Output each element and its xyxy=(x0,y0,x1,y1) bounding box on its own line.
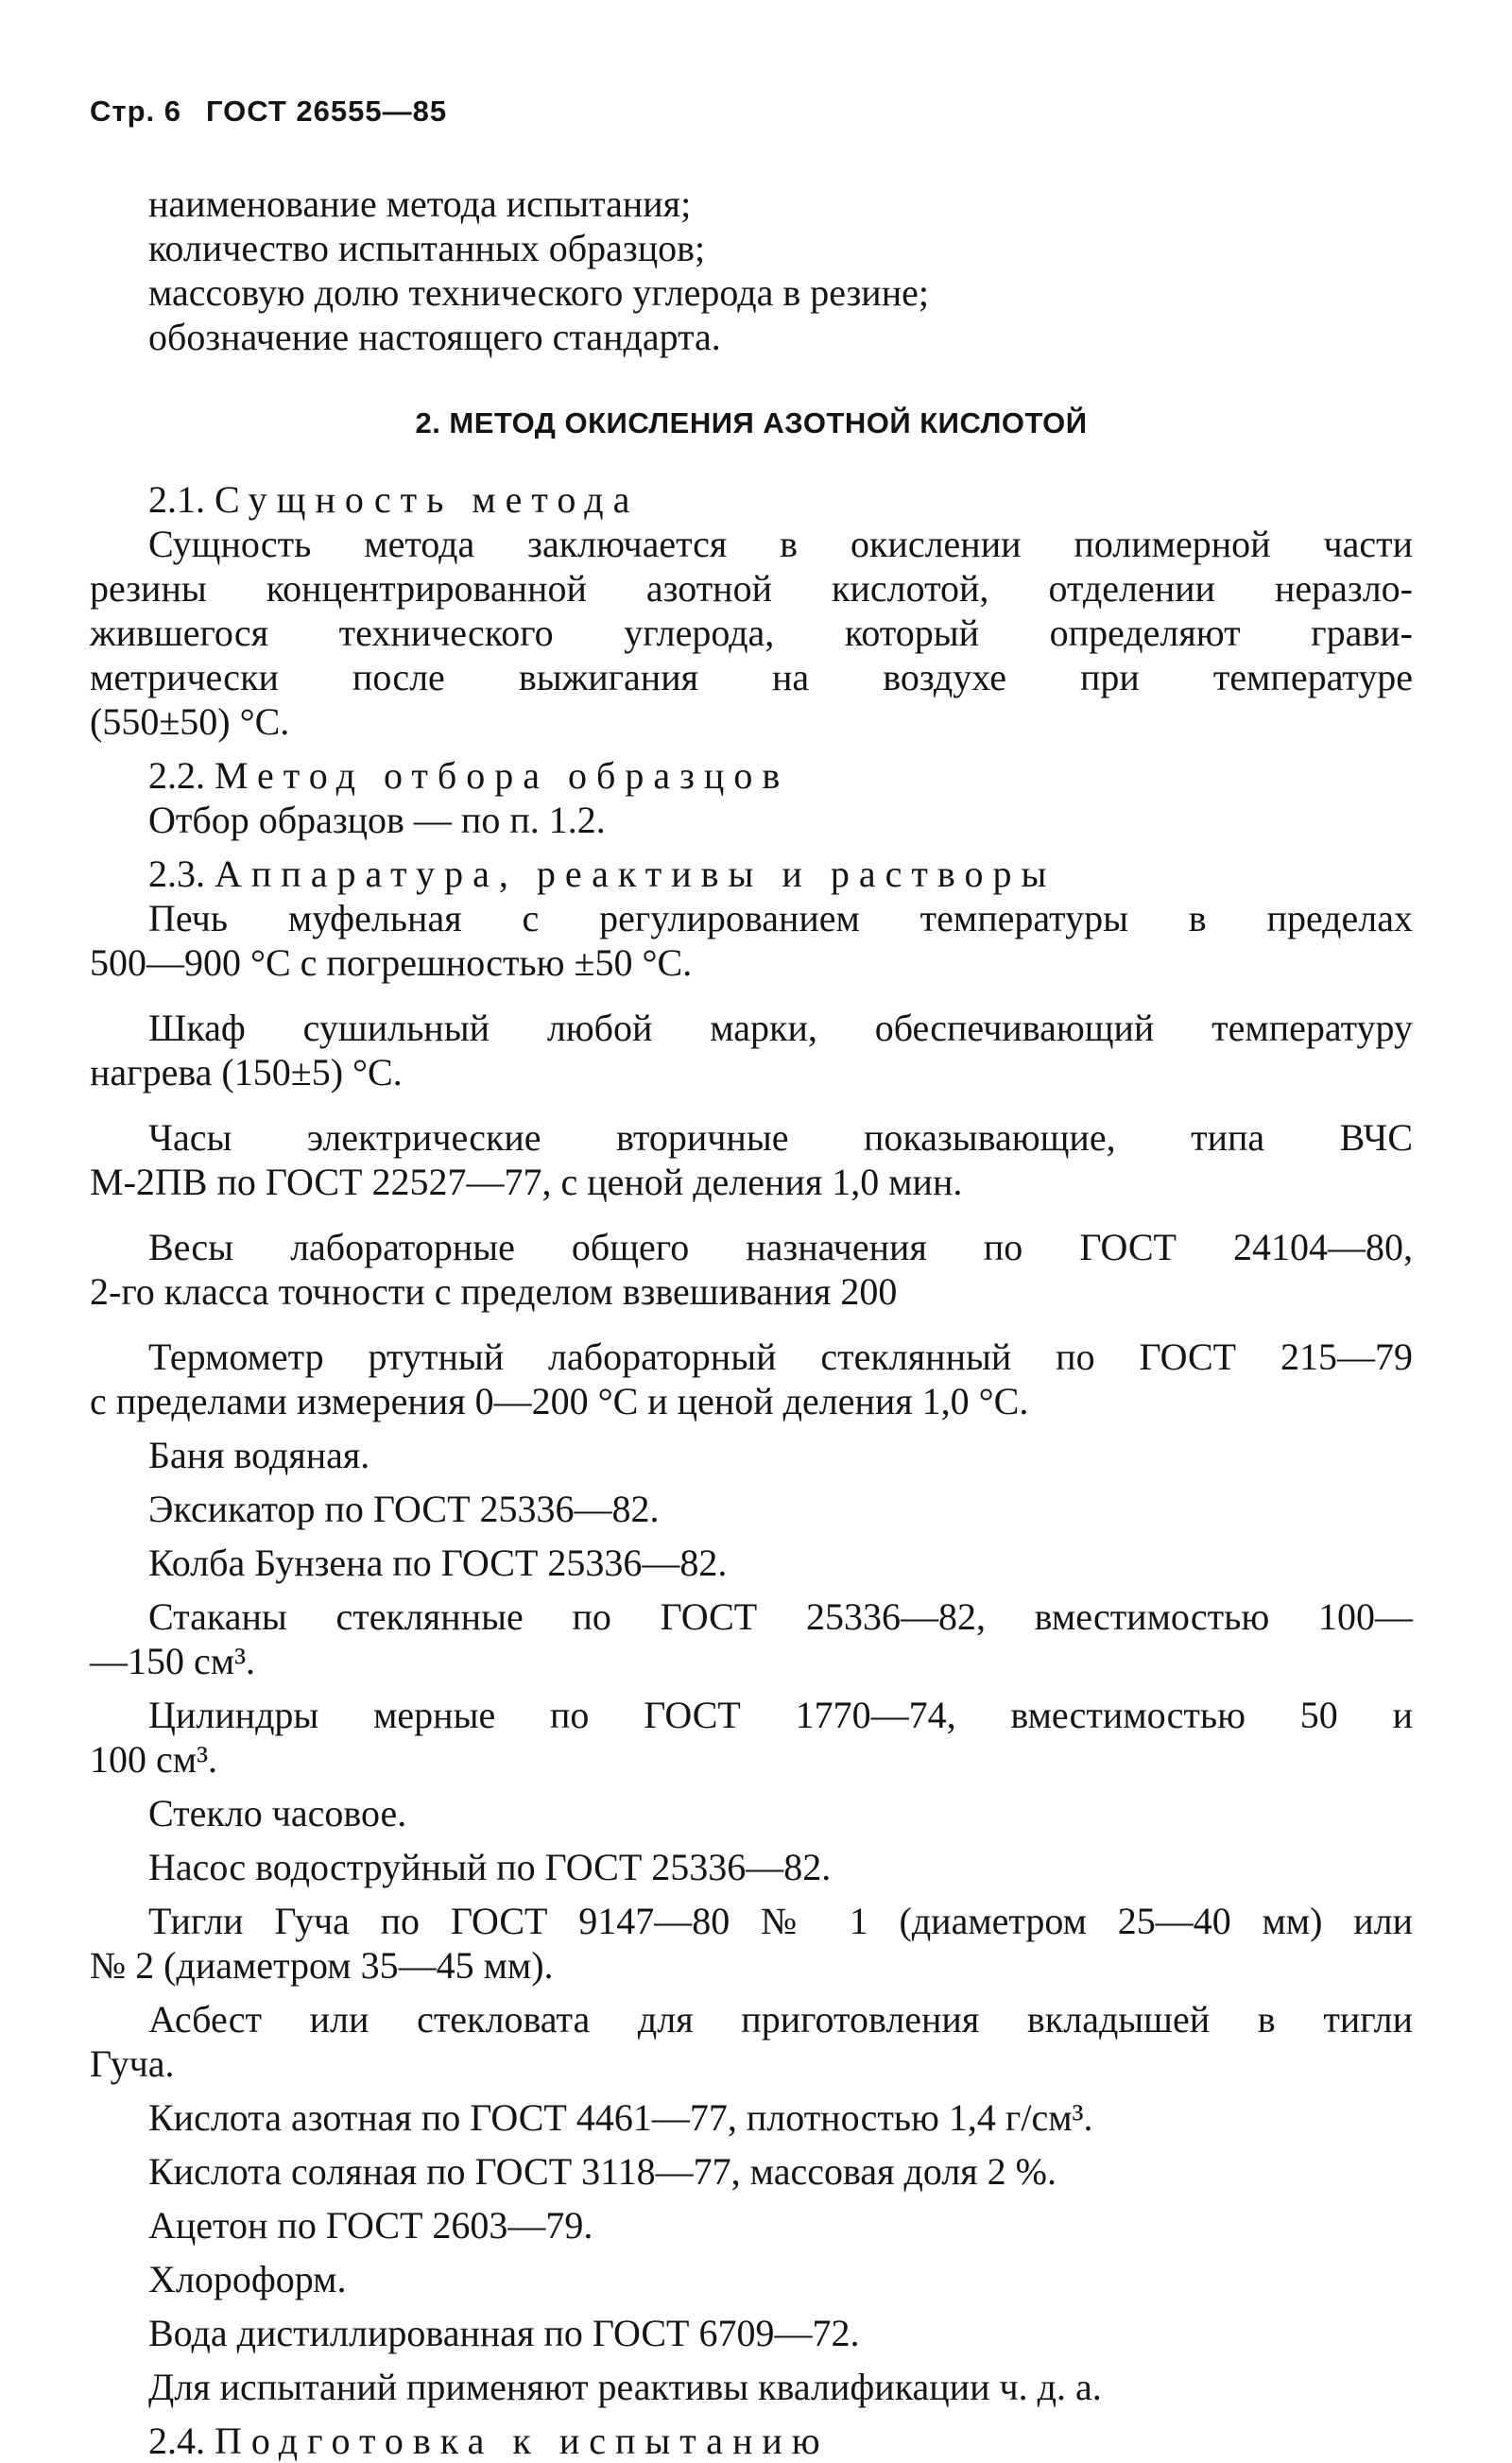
subsection-heading-2-3 xyxy=(90,852,1413,896)
list-item-line: Шкаф сушильный любой марки, обеспечивающий температуру xyxy=(148,1007,1413,1049)
heading-number: 2.3. xyxy=(148,853,205,895)
intro-item: массовую долю технического углерода в резине; xyxy=(148,271,929,314)
list-item xyxy=(90,1006,1413,1094)
list-item xyxy=(90,2365,1413,2409)
list-item-line: Стаканы стеклянные по ГОСТ 25336—82, вместимостью 100— xyxy=(148,1595,1413,1638)
paragraph-line: (550±50) °С. xyxy=(90,700,290,743)
list-item-line: № 2 (диаметром 35—45 мм). xyxy=(90,1944,554,1987)
paragraph-line: жившегося технического углерода, который определяют грави- xyxy=(90,611,1413,654)
list-item-line: Для испытаний применяют реактивы квалификации ч. д. а. xyxy=(148,2366,1102,2408)
list-item xyxy=(90,2203,1413,2248)
list-item xyxy=(90,896,1413,985)
list-item-line: Вода дистиллированная по ГОСТ 6709—72. xyxy=(148,2312,860,2354)
intro-item: наименование метода испытания; xyxy=(148,182,692,225)
list-item-line: Колба Бунзена по ГОСТ 25336—82. xyxy=(148,1542,728,1584)
list-item xyxy=(90,1433,1413,1477)
paragraph-line: Сущность метода заключается в окислении полимерной части xyxy=(148,523,1413,565)
list-item-line: Часы электрические вторичные показывающие, типа ВЧС xyxy=(148,1116,1413,1159)
paragraph-line: метрически после выжигания на воздухе при температуре xyxy=(90,656,1413,698)
heading-text: Подготовка к испытанию xyxy=(215,2420,830,2462)
list-item-line: Кислота соляная по ГОСТ 3118—77, массовая доля 2 %. xyxy=(148,2150,1057,2193)
intro-item: обозначение настоящего стандарта. xyxy=(148,316,721,358)
list-item xyxy=(90,1791,1413,1835)
list-item xyxy=(90,1899,1413,1988)
list-item-line: Гуча. xyxy=(90,2042,175,2085)
list-item-line: с пределами измерения 0—200 °С и ценой деления 1,0 °С. xyxy=(90,1380,1029,1422)
list-item-line: М-2ПВ по ГОСТ 22527—77, с ценой деления 1,0 мин. xyxy=(90,1161,963,1203)
heading-text: Аппаратура, реактивы и растворы xyxy=(215,853,1057,895)
list-item-line: Весы лабораторные общего назначения по ГОСТ 24104—80, xyxy=(148,1226,1413,1268)
document-body xyxy=(90,181,1413,2463)
gost-number: ГОСТ 26555—85 xyxy=(205,95,448,128)
heading-number: 2.4. xyxy=(148,2420,205,2462)
list-item-line: Ацетон по ГОСТ 2603—79. xyxy=(148,2204,593,2247)
list-item-line: 100 см³. xyxy=(90,1738,218,1781)
list-item xyxy=(90,2095,1413,2140)
subsection-heading-2-4 xyxy=(90,2419,1413,2463)
subsection-heading-2-1 xyxy=(90,477,1413,522)
heading-text: Сущность метода xyxy=(215,478,640,521)
list-item xyxy=(90,1225,1413,1314)
list-item xyxy=(90,1115,1413,1204)
list-item xyxy=(90,1845,1413,1889)
list-item-line: Хлороформ. xyxy=(148,2258,347,2300)
list-item-line: 2-го класса точности с пределом взвешивания 200 xyxy=(90,1270,898,1313)
list-item xyxy=(90,1594,1413,1683)
list-item-line: Стекло часовое. xyxy=(148,1792,407,1834)
list-item-line: Термометр ртутный лабораторный стеклянный по ГОСТ 215—79 xyxy=(148,1335,1413,1378)
page-header xyxy=(90,95,447,129)
list-item-line: Насос водоструйный по ГОСТ 25336—82. xyxy=(148,1846,832,1888)
list-item-line: Асбест или стекловата для приготовления вкладышей в тигли xyxy=(148,1998,1413,2041)
list-item-line: Тигли Гуча по ГОСТ 9147—80 № 1 (диаметром 25—40 мм) или xyxy=(148,1900,1413,1942)
subsection-heading-2-2 xyxy=(90,753,1413,798)
list-item-line: —150 см³. xyxy=(90,1640,256,1682)
list-item-line: Кислота азотная по ГОСТ 4461—77, плотностью 1,4 г/см³. xyxy=(148,2096,1093,2139)
list-item xyxy=(90,2257,1413,2301)
list-item-line: Баня водяная. xyxy=(148,1434,370,1476)
list-item-line: нагрева (150±5) °С. xyxy=(90,1051,403,1094)
list-item-line: Эксикатор по ГОСТ 25336—82. xyxy=(148,1488,660,1530)
list-item xyxy=(90,1487,1413,1531)
list-item xyxy=(90,2149,1413,2194)
paragraph-line: резины концентрированной азотной кислотой, отделении неразло- xyxy=(90,567,1413,610)
paragraph-line: Отбор образцов — по п. 1.2. xyxy=(148,799,606,841)
list-item-line: 500—900 °С с погрешностью ±50 °С. xyxy=(90,941,693,984)
section-title: 2. МЕТОД ОКИСЛЕНИЯ АЗОТНОЙ КИСЛОТОЙ xyxy=(415,406,1088,439)
heading-text: Метод отбора образцов xyxy=(215,754,790,797)
list-item xyxy=(90,1693,1413,1782)
list-item xyxy=(90,1335,1413,1423)
heading-number: 2.2. xyxy=(148,754,205,797)
intro-list xyxy=(90,181,1413,359)
list-item xyxy=(90,2311,1413,2355)
list-item xyxy=(90,1997,1413,2086)
list-item xyxy=(90,1541,1413,1585)
list-item-line: Печь муфельная с регулированием температуры в пределах xyxy=(148,897,1413,939)
intro-item: количество испытанных образцов; xyxy=(148,227,706,269)
heading-number: 2.1. xyxy=(148,478,205,521)
list-item-line: Цилиндры мерные по ГОСТ 1770—74, вместимостью 50 и xyxy=(148,1694,1413,1736)
equipment-list xyxy=(90,896,1413,2409)
page-number: Стр. 6 xyxy=(90,95,181,128)
